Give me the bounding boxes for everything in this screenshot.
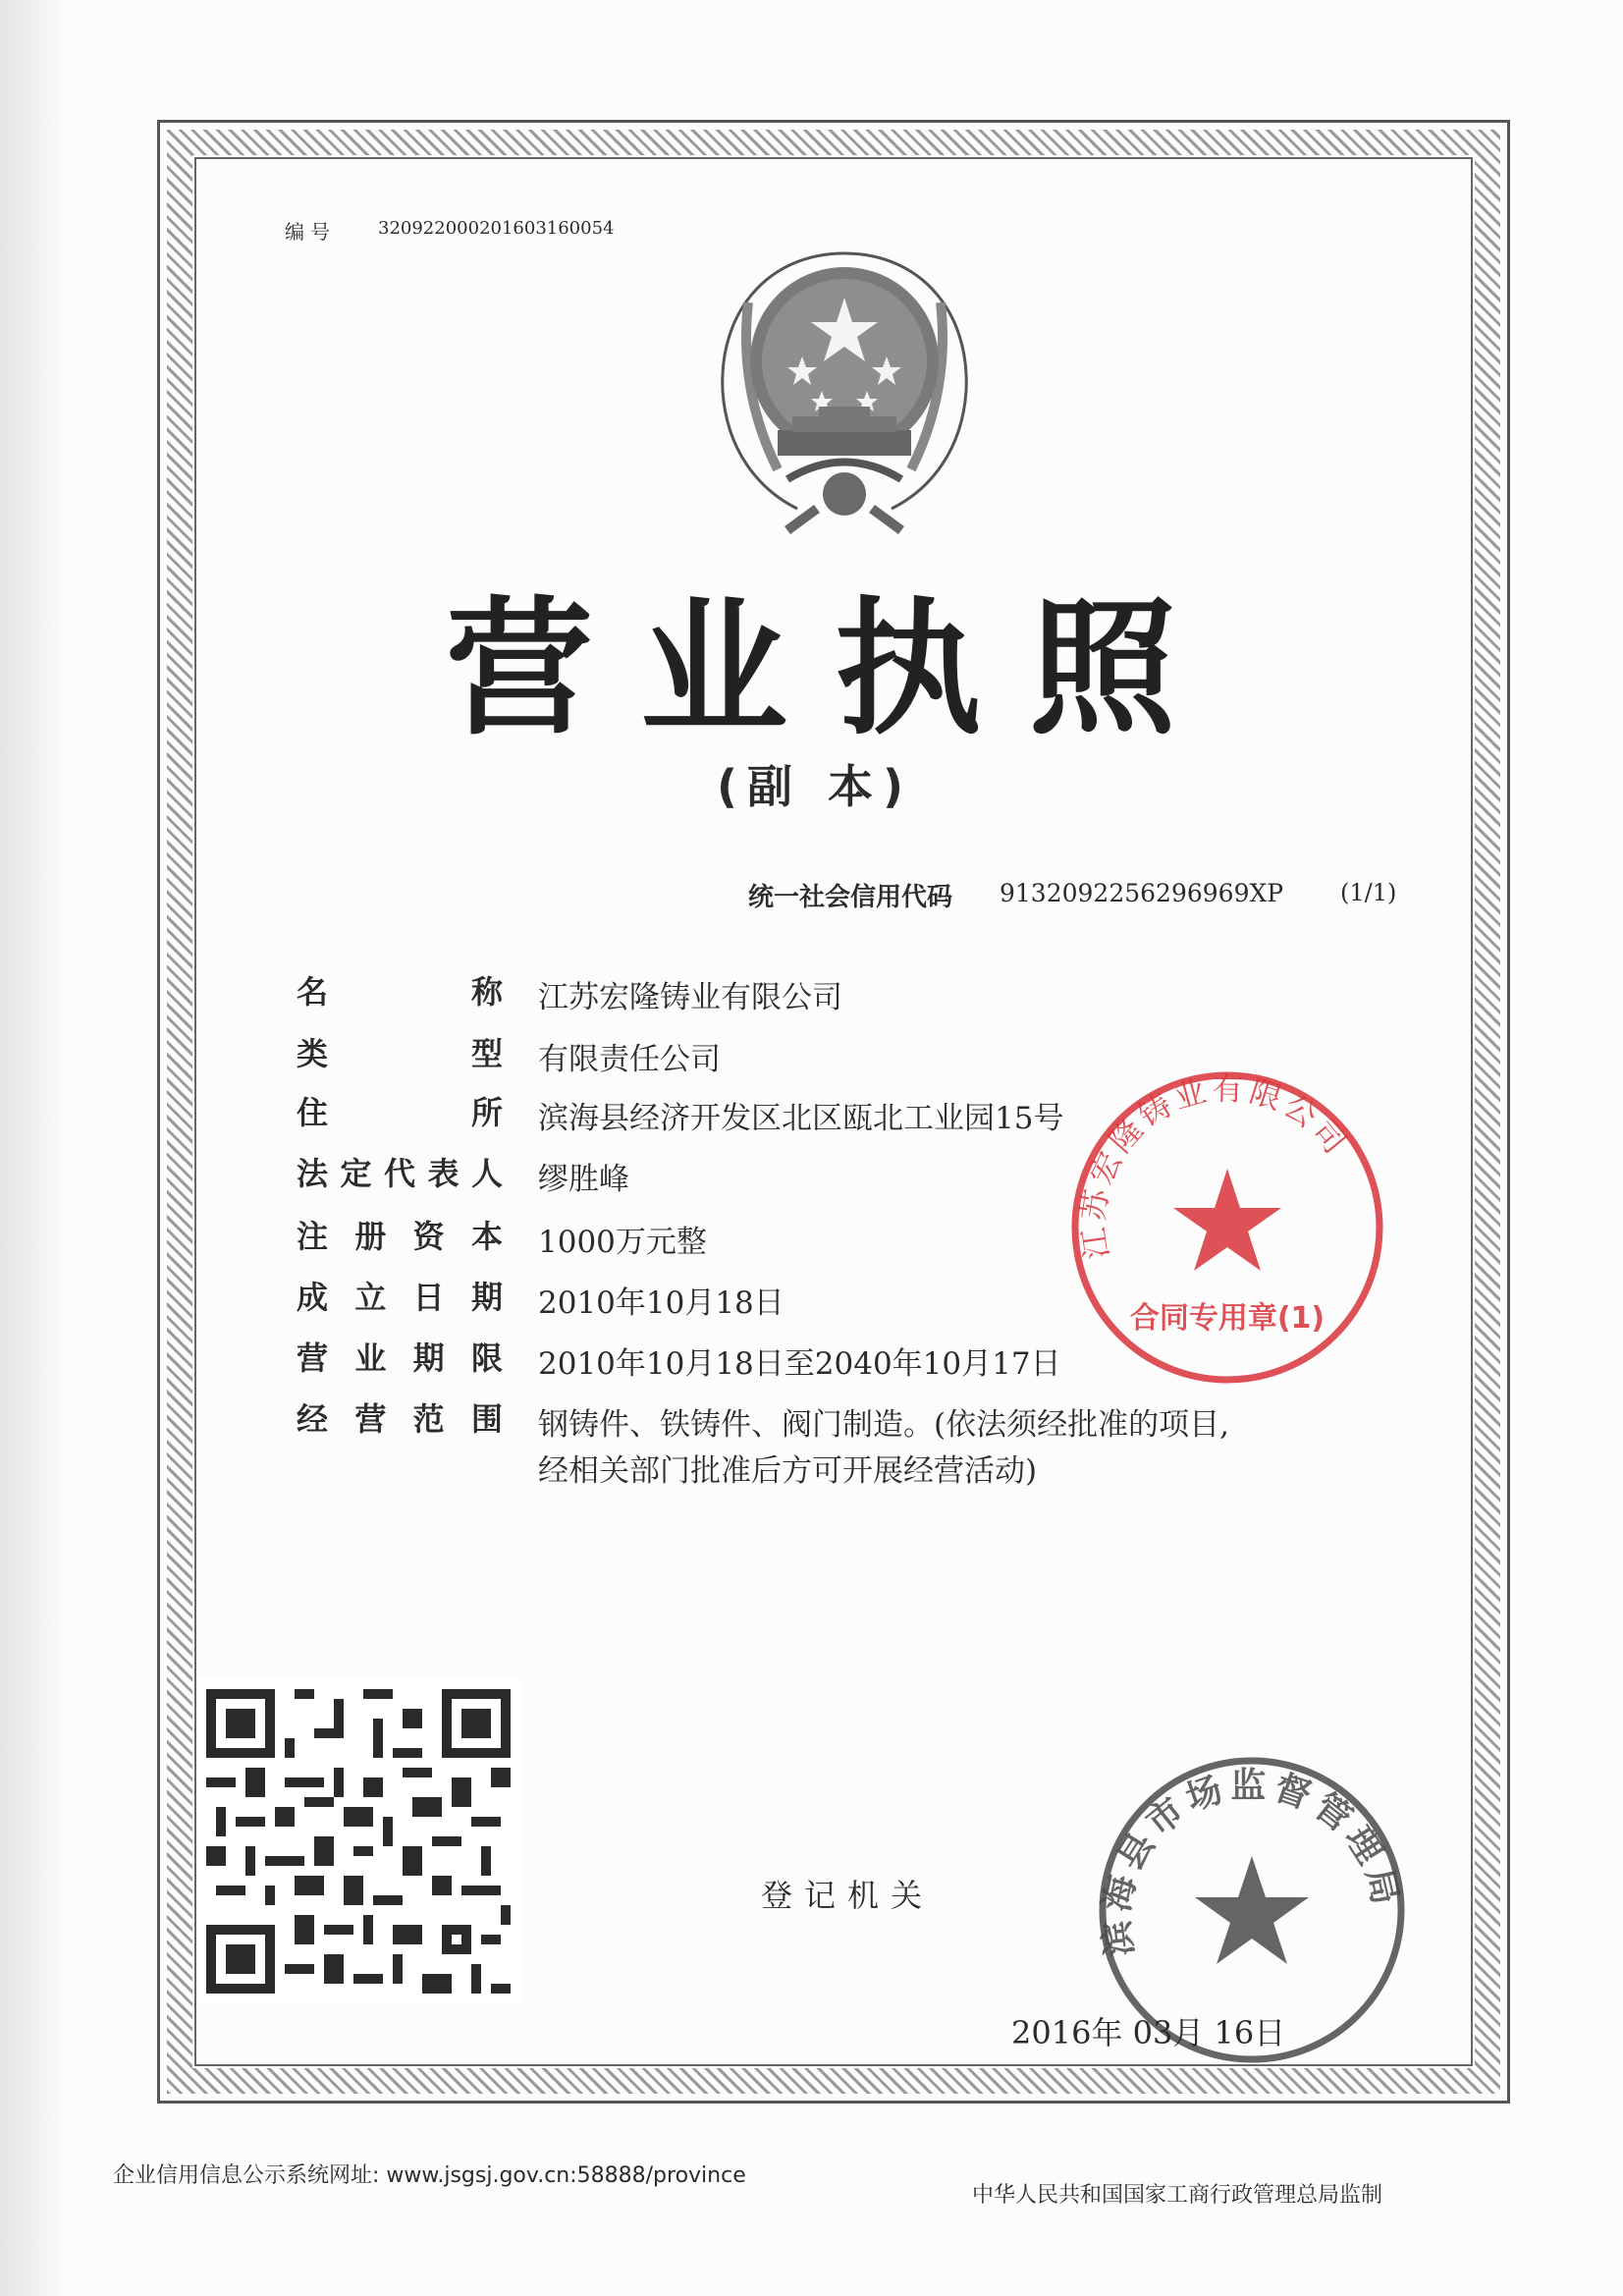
label-char: 类 <box>297 1035 329 1072</box>
credit-code-value: 9132092256296969XP <box>1000 879 1284 907</box>
label-char: 成 <box>297 1279 329 1316</box>
label-char: 业 <box>354 1339 387 1377</box>
credit-code-label: 统一社会信用代码 <box>748 883 953 912</box>
field-label-legal-representative <box>297 1149 503 1194</box>
label-char: 法 <box>297 1155 329 1192</box>
qr-code-icon[interactable] <box>196 1679 520 2003</box>
footer-website: 企业信用信息公示系统网址: www.jsgsj.gov.cn:58888/province <box>113 2163 746 2188</box>
label-char: 定 <box>340 1155 372 1192</box>
label-char: 营 <box>354 1400 387 1438</box>
serial-label: 编号 <box>285 220 336 244</box>
label-char: 住 <box>297 1094 329 1131</box>
registration-date: 2016年 03月 16日 <box>1011 2014 1286 2051</box>
label-char: 册 <box>354 1218 387 1255</box>
label-char: 期 <box>412 1339 445 1377</box>
label-char: 所 <box>470 1094 503 1131</box>
field-value-address: 滨海县经济开发区北区瓯北工业园15号 <box>538 1101 1064 1136</box>
company-seal-text: 江苏宏隆铸业有限公司 <box>1074 1069 1357 1262</box>
label-char: 经 <box>297 1400 329 1438</box>
field-label-establishment-date <box>297 1273 503 1318</box>
company-seal-subtext: 合同专用章(1) <box>1129 1301 1325 1336</box>
field-value-business-scope: 钢铸件、铁铸件、阀门制造。(依法须经批准的项目, <box>538 1407 1229 1443</box>
footer-issuer: 中华人民共和国国家工商行政管理总局监制 <box>972 2183 1383 2208</box>
label-char: 人 <box>470 1155 503 1192</box>
label-char: 代 <box>383 1155 415 1192</box>
authority-seal-text: 滨海县市场监督管理局 <box>1096 1765 1407 1959</box>
serial-number: 320922000201603160054 <box>378 218 615 239</box>
label-char: 限 <box>470 1339 503 1377</box>
label-char: 日 <box>412 1279 445 1316</box>
field-label-business-scope <box>297 1394 503 1440</box>
label-char: 注 <box>297 1218 329 1255</box>
field-value-name: 江苏宏隆铸业有限公司 <box>538 980 842 1015</box>
field-label-registered-capital <box>297 1212 503 1257</box>
field-value-business-scope-continued: 经相关部门批准后方可开展经营活动) <box>538 1453 1038 1489</box>
field-label-business-term <box>297 1334 503 1379</box>
company-seal-icon <box>1060 1061 1394 1394</box>
label-char: 营 <box>297 1339 329 1377</box>
field-value-legal-representative: 缪胜峰 <box>538 1162 629 1197</box>
label-char: 本 <box>470 1218 503 1255</box>
national-emblem-icon <box>709 244 980 534</box>
label-char: 立 <box>354 1279 387 1316</box>
label-char: 称 <box>470 973 503 1011</box>
registration-authority-label: 登记机关 <box>761 1877 935 1914</box>
label-char: 型 <box>470 1035 503 1072</box>
field-label-address <box>297 1088 503 1133</box>
label-char: 资 <box>412 1218 445 1255</box>
field-value-establishment-date: 2010年10月18日 <box>538 1285 784 1321</box>
field-label-name <box>297 967 503 1012</box>
document-title: 营业执照 <box>445 584 1223 755</box>
field-value-type: 有限责任公司 <box>538 1042 721 1077</box>
label-char: 围 <box>470 1400 503 1438</box>
label-char: 名 <box>297 973 329 1011</box>
field-label-type <box>297 1029 503 1074</box>
label-char: 范 <box>412 1400 445 1438</box>
field-value-registered-capital: 1000万元整 <box>538 1225 707 1260</box>
label-char: 期 <box>470 1279 503 1316</box>
label-char: 表 <box>427 1155 460 1192</box>
page-indicator: (1/1) <box>1340 879 1397 906</box>
document-subtitle: (副 本) <box>717 760 914 813</box>
scan-shadow <box>0 0 69 2296</box>
field-value-business-term: 2010年10月18日至2040年10月17日 <box>538 1346 1061 1382</box>
